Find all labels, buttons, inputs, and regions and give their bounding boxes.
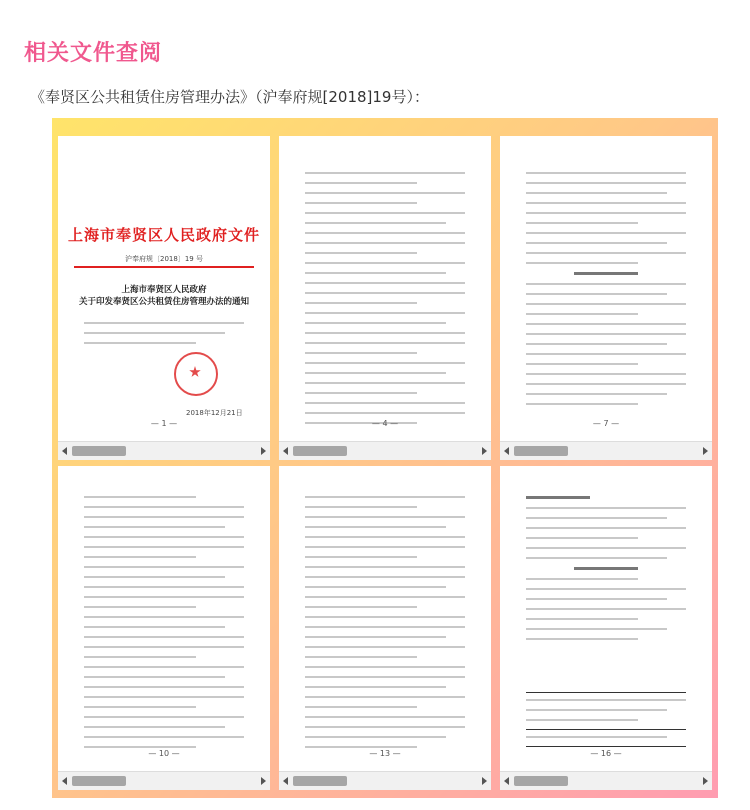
document-page-panel-3[interactable] — [500, 136, 712, 460]
scroll-thumb[interactable] — [293, 446, 347, 456]
document-page-16 — [500, 466, 712, 772]
document-page-10 — [58, 466, 270, 772]
notice-title — [58, 284, 270, 308]
scroll-left-icon[interactable] — [504, 777, 509, 785]
scroll-thumb[interactable] — [293, 776, 347, 786]
scroll-right-icon[interactable] — [261, 447, 266, 455]
scroll-right-icon[interactable] — [703, 447, 708, 455]
scroll-right-icon[interactable] — [261, 777, 266, 785]
document-page-panel-4[interactable] — [58, 466, 270, 790]
page-number: — 13 — — [369, 749, 401, 758]
document-page-panel-6[interactable] — [500, 466, 712, 790]
red-divider — [74, 266, 254, 268]
horizontal-scrollbar[interactable] — [58, 441, 270, 460]
scroll-thumb[interactable] — [72, 776, 126, 786]
org-title: 上海市奉贤区人民政府文件 — [67, 226, 260, 244]
doc-date: 2018年12月21日 — [186, 409, 243, 417]
scroll-left-icon[interactable] — [62, 777, 67, 785]
document-page-7 — [500, 136, 712, 442]
document-page-13 — [279, 466, 491, 772]
document-page-panel-5[interactable] — [279, 466, 491, 790]
scroll-right-icon[interactable] — [482, 447, 487, 455]
horizontal-scrollbar[interactable] — [58, 771, 270, 790]
scroll-left-icon[interactable] — [62, 447, 67, 455]
document-gallery-frame — [52, 118, 718, 798]
document-reference[interactable]: 《奉贤区公共租赁住房管理办法》（沪奉府规[2018]19号）： — [30, 88, 429, 106]
scroll-left-icon[interactable] — [283, 777, 288, 785]
scroll-right-icon[interactable] — [482, 777, 487, 785]
horizontal-scrollbar[interactable] — [279, 441, 491, 460]
horizontal-scrollbar[interactable] — [500, 441, 712, 460]
doc-number: 沪奉府规〔2018〕19 号 — [125, 255, 203, 263]
document-page-panel-2[interactable] — [279, 136, 491, 460]
document-page-1 — [58, 136, 270, 442]
notice-line-2: 关于印发奉贤区公共租赁住房管理办法的通知 — [78, 297, 249, 307]
page-number: — 16 — — [590, 749, 622, 758]
page-number: — 1 — — [150, 419, 178, 428]
notice-line-1: 上海市奉贤区人民政府 — [121, 285, 207, 295]
horizontal-scrollbar[interactable] — [500, 771, 712, 790]
scroll-left-icon[interactable] — [504, 447, 509, 455]
page-number: — 4 — — [371, 419, 399, 428]
section-heading: 相关文件查阅 — [24, 41, 163, 66]
page-number: — 7 — — [592, 419, 620, 428]
document-page-panel-1[interactable] — [58, 136, 270, 460]
scroll-thumb[interactable] — [514, 776, 568, 786]
scroll-right-icon[interactable] — [703, 777, 708, 785]
scroll-thumb[interactable] — [72, 446, 126, 456]
scroll-left-icon[interactable] — [283, 447, 288, 455]
page-number: — 10 — — [148, 749, 180, 758]
scroll-thumb[interactable] — [514, 446, 568, 456]
official-seal-icon — [174, 352, 218, 396]
horizontal-scrollbar[interactable] — [279, 771, 491, 790]
document-page-4 — [279, 136, 491, 442]
